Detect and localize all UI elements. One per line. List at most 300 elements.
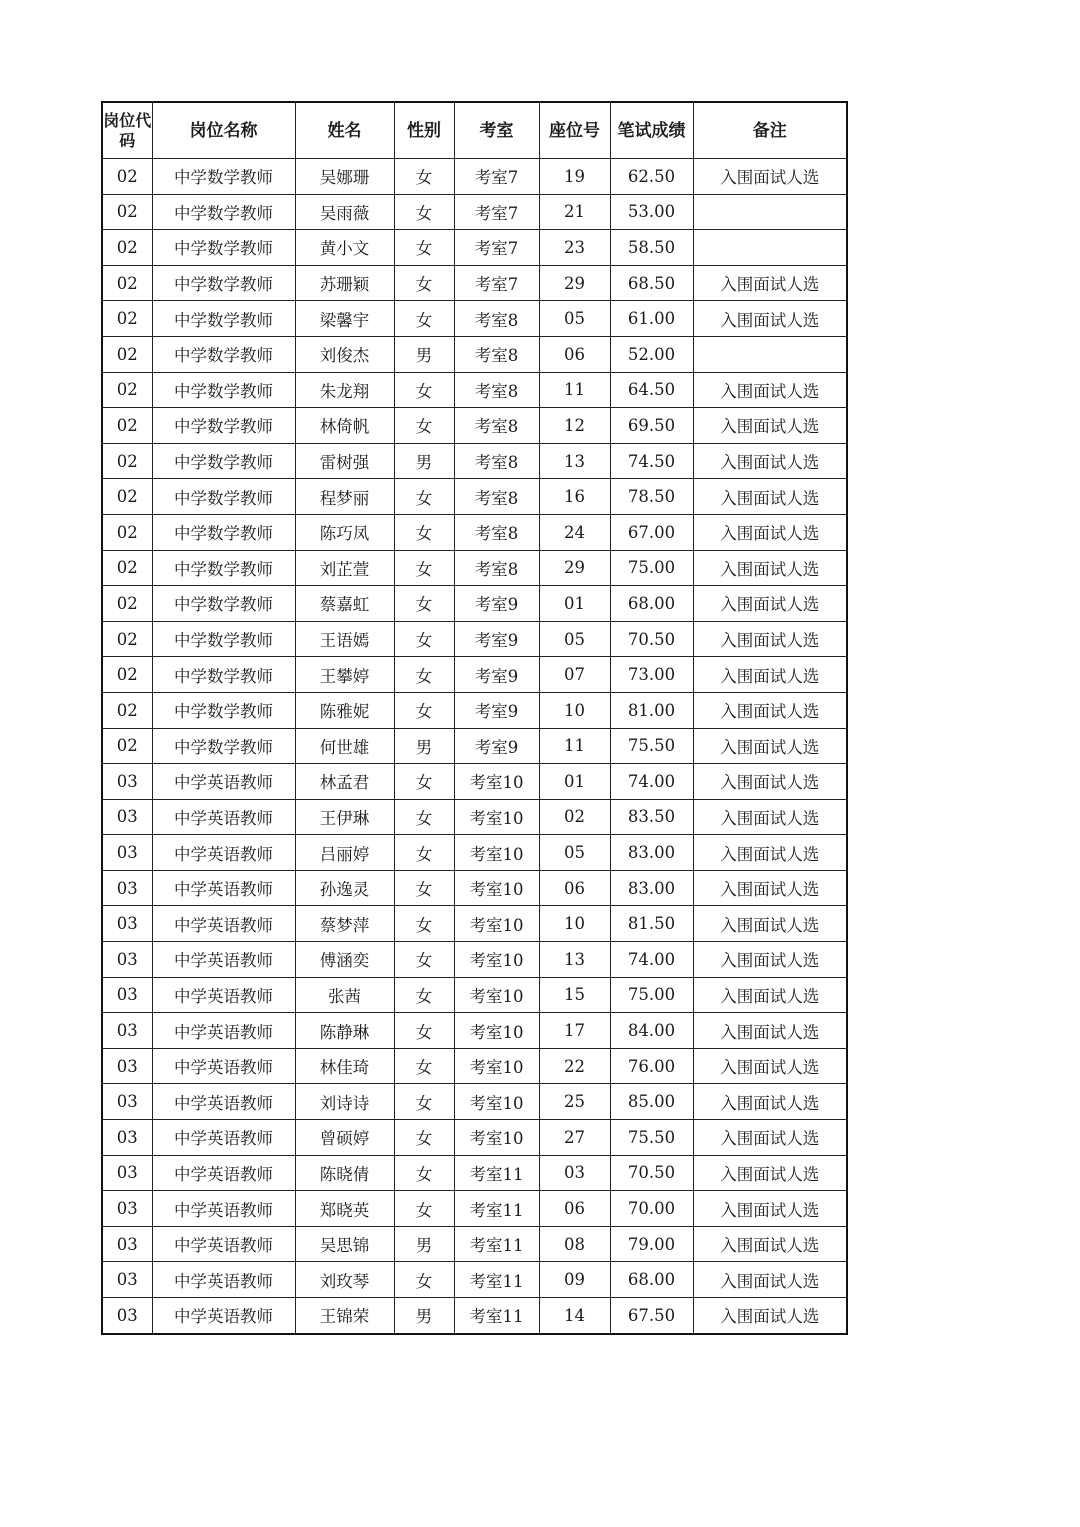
cell-position-name: 中学数学教师 <box>152 443 295 479</box>
cell-name: 陈静琳 <box>295 1013 394 1049</box>
cell-position-name: 中学数学教师 <box>152 479 295 515</box>
cell-exam-room: 考室11 <box>454 1298 539 1334</box>
cell-position-code: 02 <box>102 443 152 479</box>
cell-seat-number: 29 <box>539 265 610 301</box>
cell-remarks: 入围面试人选 <box>693 372 847 408</box>
cell-seat-number: 11 <box>539 372 610 408</box>
cell-written-score: 78.50 <box>610 479 693 515</box>
cell-seat-number: 01 <box>539 586 610 622</box>
cell-remarks <box>693 336 847 372</box>
header-seat-number: 座位号 <box>539 102 610 159</box>
cell-exam-room: 考室10 <box>454 1013 539 1049</box>
cell-gender: 女 <box>394 621 454 657</box>
cell-exam-room: 考室10 <box>454 835 539 871</box>
cell-exam-room: 考室8 <box>454 514 539 550</box>
cell-remarks: 入围面试人选 <box>693 1262 847 1298</box>
cell-remarks <box>693 230 847 266</box>
cell-position-code: 03 <box>102 1226 152 1262</box>
cell-seat-number: 25 <box>539 1084 610 1120</box>
table-row <box>102 1262 847 1298</box>
cell-position-name: 中学英语教师 <box>152 870 295 906</box>
cell-written-score: 68.50 <box>610 265 693 301</box>
cell-gender: 女 <box>394 194 454 230</box>
cell-written-score: 68.00 <box>610 586 693 622</box>
cell-remarks <box>693 194 847 230</box>
cell-seat-number: 05 <box>539 301 610 337</box>
cell-position-name: 中学英语教师 <box>152 835 295 871</box>
cell-exam-room: 考室7 <box>454 194 539 230</box>
cell-remarks: 入围面试人选 <box>693 1191 847 1227</box>
cell-written-score: 83.50 <box>610 799 693 835</box>
cell-seat-number: 13 <box>539 942 610 978</box>
table-row <box>102 1013 847 1049</box>
cell-name: 程梦丽 <box>295 479 394 515</box>
table-row <box>102 1226 847 1262</box>
cell-gender: 女 <box>394 514 454 550</box>
cell-position-name: 中学英语教师 <box>152 906 295 942</box>
cell-position-code: 03 <box>102 870 152 906</box>
table-row <box>102 1191 847 1227</box>
cell-position-name: 中学英语教师 <box>152 1191 295 1227</box>
cell-remarks: 入围面试人选 <box>693 906 847 942</box>
cell-exam-room: 考室8 <box>454 372 539 408</box>
cell-gender: 女 <box>394 301 454 337</box>
cell-written-score: 75.00 <box>610 977 693 1013</box>
header-remarks: 备注 <box>693 102 847 159</box>
cell-gender: 女 <box>394 870 454 906</box>
cell-remarks: 入围面试人选 <box>693 728 847 764</box>
table-row <box>102 942 847 978</box>
cell-name: 陈雅妮 <box>295 692 394 728</box>
cell-position-code: 03 <box>102 1191 152 1227</box>
cell-seat-number: 02 <box>539 799 610 835</box>
cell-remarks: 入围面试人选 <box>693 1120 847 1156</box>
cell-remarks: 入围面试人选 <box>693 1298 847 1334</box>
cell-name: 雷树强 <box>295 443 394 479</box>
header-exam-room: 考室 <box>454 102 539 159</box>
cell-position-code: 02 <box>102 479 152 515</box>
cell-exam-room: 考室10 <box>454 906 539 942</box>
table-row <box>102 799 847 835</box>
table-row <box>102 550 847 586</box>
cell-seat-number: 29 <box>539 550 610 586</box>
cell-seat-number: 01 <box>539 764 610 800</box>
cell-remarks: 入围面试人选 <box>693 764 847 800</box>
cell-name: 刘芷萱 <box>295 550 394 586</box>
cell-seat-number: 06 <box>539 1191 610 1227</box>
cell-remarks: 入围面试人选 <box>693 265 847 301</box>
cell-seat-number: 21 <box>539 194 610 230</box>
table-row <box>102 764 847 800</box>
cell-remarks: 入围面试人选 <box>693 621 847 657</box>
cell-gender: 男 <box>394 1226 454 1262</box>
cell-position-code: 03 <box>102 835 152 871</box>
cell-exam-room: 考室9 <box>454 692 539 728</box>
cell-position-code: 02 <box>102 692 152 728</box>
cell-seat-number: 05 <box>539 621 610 657</box>
table-row <box>102 479 847 515</box>
cell-exam-room: 考室8 <box>454 408 539 444</box>
cell-position-name: 中学数学教师 <box>152 692 295 728</box>
cell-exam-room: 考室8 <box>454 479 539 515</box>
cell-seat-number: 15 <box>539 977 610 1013</box>
cell-name: 吴思锦 <box>295 1226 394 1262</box>
cell-position-name: 中学数学教师 <box>152 265 295 301</box>
table-row <box>102 586 847 622</box>
cell-written-score: 83.00 <box>610 870 693 906</box>
cell-written-score: 58.50 <box>610 230 693 266</box>
cell-gender: 女 <box>394 1048 454 1084</box>
table-row <box>102 301 847 337</box>
cell-name: 蔡梦萍 <box>295 906 394 942</box>
table-row <box>102 621 847 657</box>
table-row <box>102 159 847 195</box>
cell-name: 林倚帆 <box>295 408 394 444</box>
table-row <box>102 870 847 906</box>
cell-name: 孙逸灵 <box>295 870 394 906</box>
cell-position-code: 03 <box>102 1120 152 1156</box>
cell-exam-room: 考室7 <box>454 230 539 266</box>
table-body <box>102 159 847 1334</box>
cell-position-code: 03 <box>102 1048 152 1084</box>
cell-position-name: 中学数学教师 <box>152 621 295 657</box>
table-row <box>102 1084 847 1120</box>
cell-position-code: 03 <box>102 1155 152 1191</box>
cell-seat-number: 10 <box>539 906 610 942</box>
cell-position-code: 03 <box>102 942 152 978</box>
cell-remarks: 入围面试人选 <box>693 408 847 444</box>
cell-written-score: 81.50 <box>610 906 693 942</box>
cell-exam-room: 考室8 <box>454 550 539 586</box>
cell-remarks: 入围面试人选 <box>693 692 847 728</box>
cell-gender: 女 <box>394 692 454 728</box>
cell-remarks: 入围面试人选 <box>693 1048 847 1084</box>
cell-written-score: 73.00 <box>610 657 693 693</box>
cell-exam-room: 考室7 <box>454 159 539 195</box>
cell-written-score: 81.00 <box>610 692 693 728</box>
table-row <box>102 692 847 728</box>
cell-remarks: 入围面试人选 <box>693 1226 847 1262</box>
cell-gender: 女 <box>394 1191 454 1227</box>
table-row <box>102 1048 847 1084</box>
cell-gender: 女 <box>394 408 454 444</box>
cell-name: 郑晓英 <box>295 1191 394 1227</box>
cell-position-name: 中学英语教师 <box>152 1298 295 1334</box>
table-row <box>102 835 847 871</box>
cell-position-name: 中学英语教师 <box>152 1048 295 1084</box>
cell-written-score: 74.00 <box>610 764 693 800</box>
cell-exam-room: 考室11 <box>454 1155 539 1191</box>
cell-name: 蔡嘉虹 <box>295 586 394 622</box>
cell-gender: 男 <box>394 1298 454 1334</box>
cell-gender: 女 <box>394 657 454 693</box>
cell-written-score: 67.50 <box>610 1298 693 1334</box>
cell-remarks: 入围面试人选 <box>693 870 847 906</box>
cell-position-code: 02 <box>102 372 152 408</box>
cell-name: 吴娜珊 <box>295 159 394 195</box>
cell-position-name: 中学数学教师 <box>152 408 295 444</box>
cell-name: 王攀婷 <box>295 657 394 693</box>
cell-name: 苏珊颖 <box>295 265 394 301</box>
cell-position-name: 中学英语教师 <box>152 1226 295 1262</box>
cell-seat-number: 12 <box>539 408 610 444</box>
table-row <box>102 977 847 1013</box>
cell-name: 陈巧凤 <box>295 514 394 550</box>
cell-written-score: 53.00 <box>610 194 693 230</box>
cell-position-name: 中学数学教师 <box>152 372 295 408</box>
cell-remarks: 入围面试人选 <box>693 799 847 835</box>
cell-written-score: 61.00 <box>610 301 693 337</box>
table-row <box>102 265 847 301</box>
cell-position-code: 03 <box>102 799 152 835</box>
cell-position-name: 中学英语教师 <box>152 1155 295 1191</box>
cell-gender: 女 <box>394 550 454 586</box>
cell-gender: 女 <box>394 1013 454 1049</box>
cell-written-score: 70.50 <box>610 621 693 657</box>
header-row <box>102 102 847 159</box>
cell-gender: 男 <box>394 443 454 479</box>
cell-remarks: 入围面试人选 <box>693 835 847 871</box>
cell-seat-number: 06 <box>539 870 610 906</box>
cell-exam-room: 考室11 <box>454 1226 539 1262</box>
cell-position-code: 02 <box>102 408 152 444</box>
cell-remarks: 入围面试人选 <box>693 443 847 479</box>
cell-seat-number: 03 <box>539 1155 610 1191</box>
cell-position-name: 中学数学教师 <box>152 194 295 230</box>
cell-position-code: 02 <box>102 265 152 301</box>
cell-gender: 女 <box>394 906 454 942</box>
table-row <box>102 657 847 693</box>
cell-gender: 女 <box>394 586 454 622</box>
cell-remarks: 入围面试人选 <box>693 301 847 337</box>
cell-remarks: 入围面试人选 <box>693 1013 847 1049</box>
cell-seat-number: 05 <box>539 835 610 871</box>
cell-name: 吴雨薇 <box>295 194 394 230</box>
cell-written-score: 75.50 <box>610 1120 693 1156</box>
table-row <box>102 728 847 764</box>
header-position-code: 岗位代码 <box>102 102 152 159</box>
cell-name: 陈晓倩 <box>295 1155 394 1191</box>
cell-position-code: 02 <box>102 230 152 266</box>
cell-name: 刘俊杰 <box>295 336 394 372</box>
cell-exam-room: 考室10 <box>454 764 539 800</box>
cell-written-score: 75.00 <box>610 550 693 586</box>
cell-position-code: 03 <box>102 1013 152 1049</box>
cell-position-name: 中学数学教师 <box>152 230 295 266</box>
cell-position-name: 中学数学教师 <box>152 336 295 372</box>
cell-name: 何世雄 <box>295 728 394 764</box>
cell-written-score: 67.00 <box>610 514 693 550</box>
cell-seat-number: 22 <box>539 1048 610 1084</box>
cell-exam-room: 考室9 <box>454 728 539 764</box>
cell-position-code: 03 <box>102 977 152 1013</box>
cell-position-name: 中学数学教师 <box>152 657 295 693</box>
cell-name: 林孟君 <box>295 764 394 800</box>
cell-written-score: 84.00 <box>610 1013 693 1049</box>
cell-gender: 女 <box>394 799 454 835</box>
cell-position-code: 03 <box>102 906 152 942</box>
cell-position-code: 02 <box>102 336 152 372</box>
cell-written-score: 52.00 <box>610 336 693 372</box>
cell-written-score: 68.00 <box>610 1262 693 1298</box>
cell-remarks: 入围面试人选 <box>693 942 847 978</box>
cell-position-name: 中学英语教师 <box>152 977 295 1013</box>
cell-exam-room: 考室10 <box>454 1120 539 1156</box>
cell-exam-room: 考室10 <box>454 799 539 835</box>
cell-seat-number: 07 <box>539 657 610 693</box>
cell-exam-room: 考室8 <box>454 443 539 479</box>
cell-exam-room: 考室10 <box>454 1084 539 1120</box>
cell-exam-room: 考室9 <box>454 586 539 622</box>
cell-position-name: 中学英语教师 <box>152 1013 295 1049</box>
header-name: 姓名 <box>295 102 394 159</box>
cell-exam-room: 考室11 <box>454 1262 539 1298</box>
cell-position-name: 中学英语教师 <box>152 942 295 978</box>
cell-position-name: 中学数学教师 <box>152 728 295 764</box>
cell-name: 王伊琳 <box>295 799 394 835</box>
table-row <box>102 1298 847 1334</box>
cell-position-code: 02 <box>102 159 152 195</box>
cell-name: 曾硕婷 <box>295 1120 394 1156</box>
cell-exam-room: 考室8 <box>454 301 539 337</box>
cell-position-name: 中学英语教师 <box>152 1262 295 1298</box>
cell-exam-room: 考室9 <box>454 657 539 693</box>
table-row <box>102 1155 847 1191</box>
cell-seat-number: 24 <box>539 514 610 550</box>
cell-written-score: 74.50 <box>610 443 693 479</box>
cell-exam-room: 考室10 <box>454 1048 539 1084</box>
table-row <box>102 194 847 230</box>
table-row <box>102 336 847 372</box>
cell-written-score: 75.50 <box>610 728 693 764</box>
table-row <box>102 443 847 479</box>
cell-position-name: 中学英语教师 <box>152 764 295 800</box>
cell-gender: 女 <box>394 1262 454 1298</box>
cell-name: 吕丽婷 <box>295 835 394 871</box>
cell-position-name: 中学英语教师 <box>152 1120 295 1156</box>
exam-results-table <box>101 101 848 1335</box>
cell-position-code: 02 <box>102 657 152 693</box>
cell-written-score: 64.50 <box>610 372 693 408</box>
cell-gender: 女 <box>394 265 454 301</box>
cell-written-score: 69.50 <box>610 408 693 444</box>
cell-gender: 男 <box>394 336 454 372</box>
cell-gender: 女 <box>394 835 454 871</box>
cell-remarks: 入围面试人选 <box>693 977 847 1013</box>
table-row <box>102 230 847 266</box>
cell-seat-number: 19 <box>539 159 610 195</box>
table-row <box>102 372 847 408</box>
cell-exam-room: 考室7 <box>454 265 539 301</box>
cell-position-name: 中学英语教师 <box>152 799 295 835</box>
cell-seat-number: 09 <box>539 1262 610 1298</box>
table-row <box>102 1120 847 1156</box>
cell-position-name: 中学数学教师 <box>152 159 295 195</box>
cell-gender: 女 <box>394 764 454 800</box>
cell-seat-number: 11 <box>539 728 610 764</box>
cell-seat-number: 27 <box>539 1120 610 1156</box>
cell-position-code: 02 <box>102 514 152 550</box>
cell-seat-number: 14 <box>539 1298 610 1334</box>
header-position-name: 岗位名称 <box>152 102 295 159</box>
cell-written-score: 74.00 <box>610 942 693 978</box>
cell-position-code: 02 <box>102 301 152 337</box>
cell-seat-number: 10 <box>539 692 610 728</box>
cell-exam-room: 考室8 <box>454 336 539 372</box>
cell-position-code: 03 <box>102 1298 152 1334</box>
cell-position-name: 中学数学教师 <box>152 586 295 622</box>
cell-written-score: 70.00 <box>610 1191 693 1227</box>
cell-position-code: 02 <box>102 586 152 622</box>
cell-exam-room: 考室10 <box>454 977 539 1013</box>
cell-name: 黄小文 <box>295 230 394 266</box>
cell-written-score: 85.00 <box>610 1084 693 1120</box>
cell-seat-number: 23 <box>539 230 610 266</box>
cell-remarks: 入围面试人选 <box>693 514 847 550</box>
cell-remarks: 入围面试人选 <box>693 586 847 622</box>
cell-position-code: 02 <box>102 194 152 230</box>
cell-position-name: 中学数学教师 <box>152 301 295 337</box>
cell-written-score: 70.50 <box>610 1155 693 1191</box>
cell-position-code: 03 <box>102 1262 152 1298</box>
header-written-score: 笔试成绩 <box>610 102 693 159</box>
cell-gender: 女 <box>394 977 454 1013</box>
cell-name: 刘玫琴 <box>295 1262 394 1298</box>
cell-gender: 女 <box>394 1155 454 1191</box>
cell-name: 王锦荣 <box>295 1298 394 1334</box>
cell-gender: 女 <box>394 1120 454 1156</box>
cell-position-name: 中学数学教师 <box>152 550 295 586</box>
table-row <box>102 906 847 942</box>
cell-position-code: 03 <box>102 1084 152 1120</box>
cell-name: 王语嫣 <box>295 621 394 657</box>
cell-seat-number: 13 <box>539 443 610 479</box>
cell-remarks: 入围面试人选 <box>693 1155 847 1191</box>
cell-position-code: 02 <box>102 621 152 657</box>
cell-gender: 女 <box>394 942 454 978</box>
cell-gender: 女 <box>394 230 454 266</box>
cell-written-score: 62.50 <box>610 159 693 195</box>
cell-position-code: 02 <box>102 728 152 764</box>
cell-gender: 女 <box>394 159 454 195</box>
cell-exam-room: 考室10 <box>454 870 539 906</box>
cell-position-code: 03 <box>102 764 152 800</box>
cell-name: 张茜 <box>295 977 394 1013</box>
cell-written-score: 79.00 <box>610 1226 693 1262</box>
cell-exam-room: 考室10 <box>454 942 539 978</box>
cell-remarks: 入围面试人选 <box>693 479 847 515</box>
cell-remarks: 入围面试人选 <box>693 1084 847 1120</box>
cell-gender: 女 <box>394 372 454 408</box>
cell-remarks: 入围面试人选 <box>693 159 847 195</box>
cell-name: 林佳琦 <box>295 1048 394 1084</box>
cell-remarks: 入围面试人选 <box>693 657 847 693</box>
cell-exam-room: 考室9 <box>454 621 539 657</box>
cell-name: 刘诗诗 <box>295 1084 394 1120</box>
cell-seat-number: 17 <box>539 1013 610 1049</box>
cell-seat-number: 06 <box>539 336 610 372</box>
header-gender: 性别 <box>394 102 454 159</box>
results-sheet <box>101 101 848 1335</box>
cell-position-name: 中学数学教师 <box>152 514 295 550</box>
cell-position-code: 02 <box>102 550 152 586</box>
cell-seat-number: 16 <box>539 479 610 515</box>
cell-seat-number: 08 <box>539 1226 610 1262</box>
cell-name: 朱龙翔 <box>295 372 394 408</box>
cell-remarks: 入围面试人选 <box>693 550 847 586</box>
cell-position-name: 中学英语教师 <box>152 1084 295 1120</box>
cell-gender: 女 <box>394 479 454 515</box>
